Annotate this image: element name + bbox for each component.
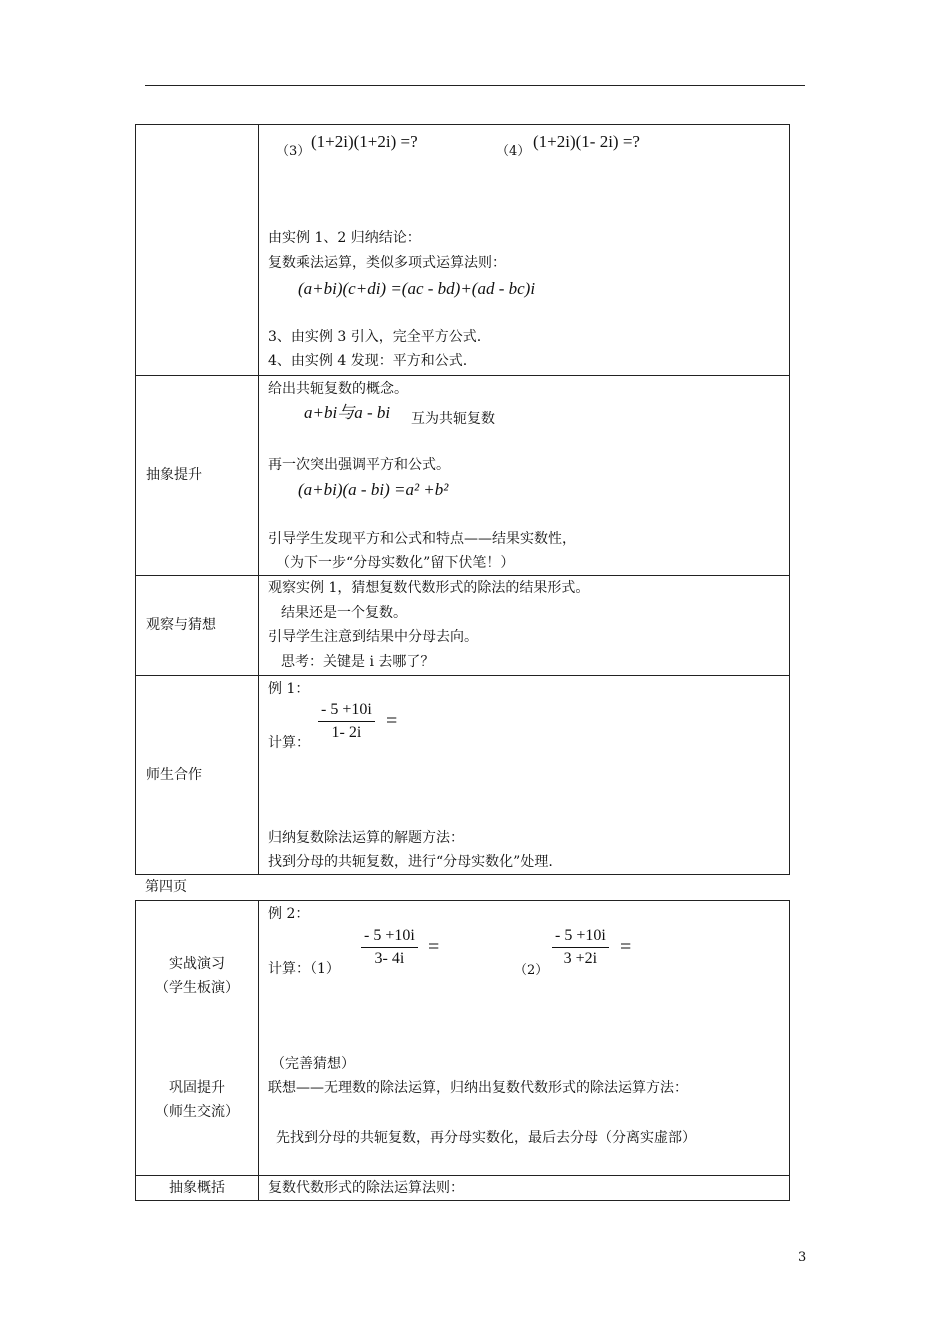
page-label: 第四页 (145, 879, 187, 895)
example-1-fraction (318, 701, 375, 742)
table-row (136, 575, 789, 676)
example-3-prefix: （3） (276, 144, 311, 159)
denominator-line: 引导学生注意到结果中分母去向。 (268, 629, 478, 645)
fraction-numerator: - 5 +10i (361, 927, 418, 948)
page-number: 3 (798, 1250, 807, 1265)
result-line: 结果还是一个复数。 (281, 605, 407, 621)
conjugate-concept-line: 给出共轭复数的概念。 (268, 381, 408, 397)
fraction-denominator: 3- 4i (374, 950, 405, 967)
calc-label: 计算： (268, 735, 310, 751)
lesson-table-1 (135, 124, 790, 875)
method-summary-line: 先找到分母的共轭复数，再分母实数化，最后去分母（分离实虚部） (276, 1130, 696, 1146)
guide-line: 引导学生发现平方和公式和特点——结果实数性， (268, 531, 576, 547)
row-label-cooperation: 师生合作 (146, 767, 202, 783)
observe-line: 观察实例 1，猜想复数代数形式的除法的结果形式。 (268, 580, 590, 596)
part-2-prefix: （2） (514, 963, 549, 978)
row-label-consolidate-sub: （师生交流） (155, 1104, 239, 1120)
division-method-line: 归纳复数除法运算的解题方法： (268, 830, 464, 846)
table-row (136, 1175, 789, 1201)
header-rule (145, 85, 805, 86)
fraction-numerator: - 5 +10i (318, 701, 375, 722)
fraction-denominator: 1- 2i (331, 724, 362, 741)
row-label-abstraction: 抽象提升 (146, 467, 202, 483)
division-step-line: 找到分母的共轭复数，进行“分母实数化”处理. (268, 854, 553, 870)
emphasis-line: 再一次突出强调平方和公式。 (268, 457, 450, 473)
equals-sign: = (620, 936, 632, 958)
sum-of-squares-formula: (a+bi)(a - bi) =a² +b² (298, 480, 449, 499)
row-label-observe: 观察与猜想 (146, 617, 216, 633)
row-label-practice: 实战演习 (169, 956, 225, 972)
table-row (136, 901, 789, 1175)
table-row (136, 375, 789, 576)
example-2-label: 例 2： (268, 906, 310, 922)
row-label-summary: 抽象概括 (169, 1180, 225, 1196)
conjugate-text: 互为共轭复数 (411, 411, 495, 427)
conjugate-expression: a+bi与a - bi (304, 403, 391, 422)
foreshadow-line: （为下一步“分母实数化”留下伏笔！） (276, 555, 515, 571)
equals-sign: = (428, 936, 440, 958)
division-rule-line: 复数代数形式的除法运算法则： (268, 1180, 464, 1196)
example-3-expression: (1+2i)(1+2i) =? (311, 132, 418, 151)
table-row (136, 675, 789, 875)
example-4-expression: (1+2i)(1- 2i) =? (533, 132, 640, 151)
example-4-prefix: （4） (496, 144, 531, 159)
perfect-square-line: 3、由实例 3 引入，完全平方公式. (268, 329, 482, 345)
fraction-numerator: - 5 +10i (552, 927, 609, 948)
sum-of-squares-line: 4、由实例 4 发现：平方和公式. (268, 353, 468, 369)
row-label-consolidate: 巩固提升 (169, 1080, 225, 1096)
row-label-practice-sub: （学生板演） (155, 980, 239, 996)
refine-guess-line: （完善猜想） (271, 1056, 355, 1072)
lesson-table-2 (135, 900, 790, 1201)
fraction-denominator: 3 +2i (563, 950, 598, 967)
equals-sign: = (386, 710, 398, 732)
example-2-fraction-1 (361, 927, 418, 968)
example-2-fraction-2 (552, 927, 609, 968)
multiplication-rule-line: 复数乘法运算，类似多项式运算法则： (268, 255, 506, 271)
table-row (136, 125, 789, 375)
conclusion-line: 由实例 1、2 归纳结论： (268, 230, 421, 246)
example-1-label: 例 1： (268, 681, 310, 697)
multiplication-formula: (a+bi)(c+di) =(ac - bd)+(ad - bc)i (298, 279, 536, 298)
think-line: 思考：关键是 i 去哪了？ (281, 654, 435, 670)
association-line: 联想——无理数的除法运算，归纳出复数代数形式的除法运算方法： (268, 1080, 688, 1096)
calc-label-1: 计算：（1） (268, 961, 340, 977)
